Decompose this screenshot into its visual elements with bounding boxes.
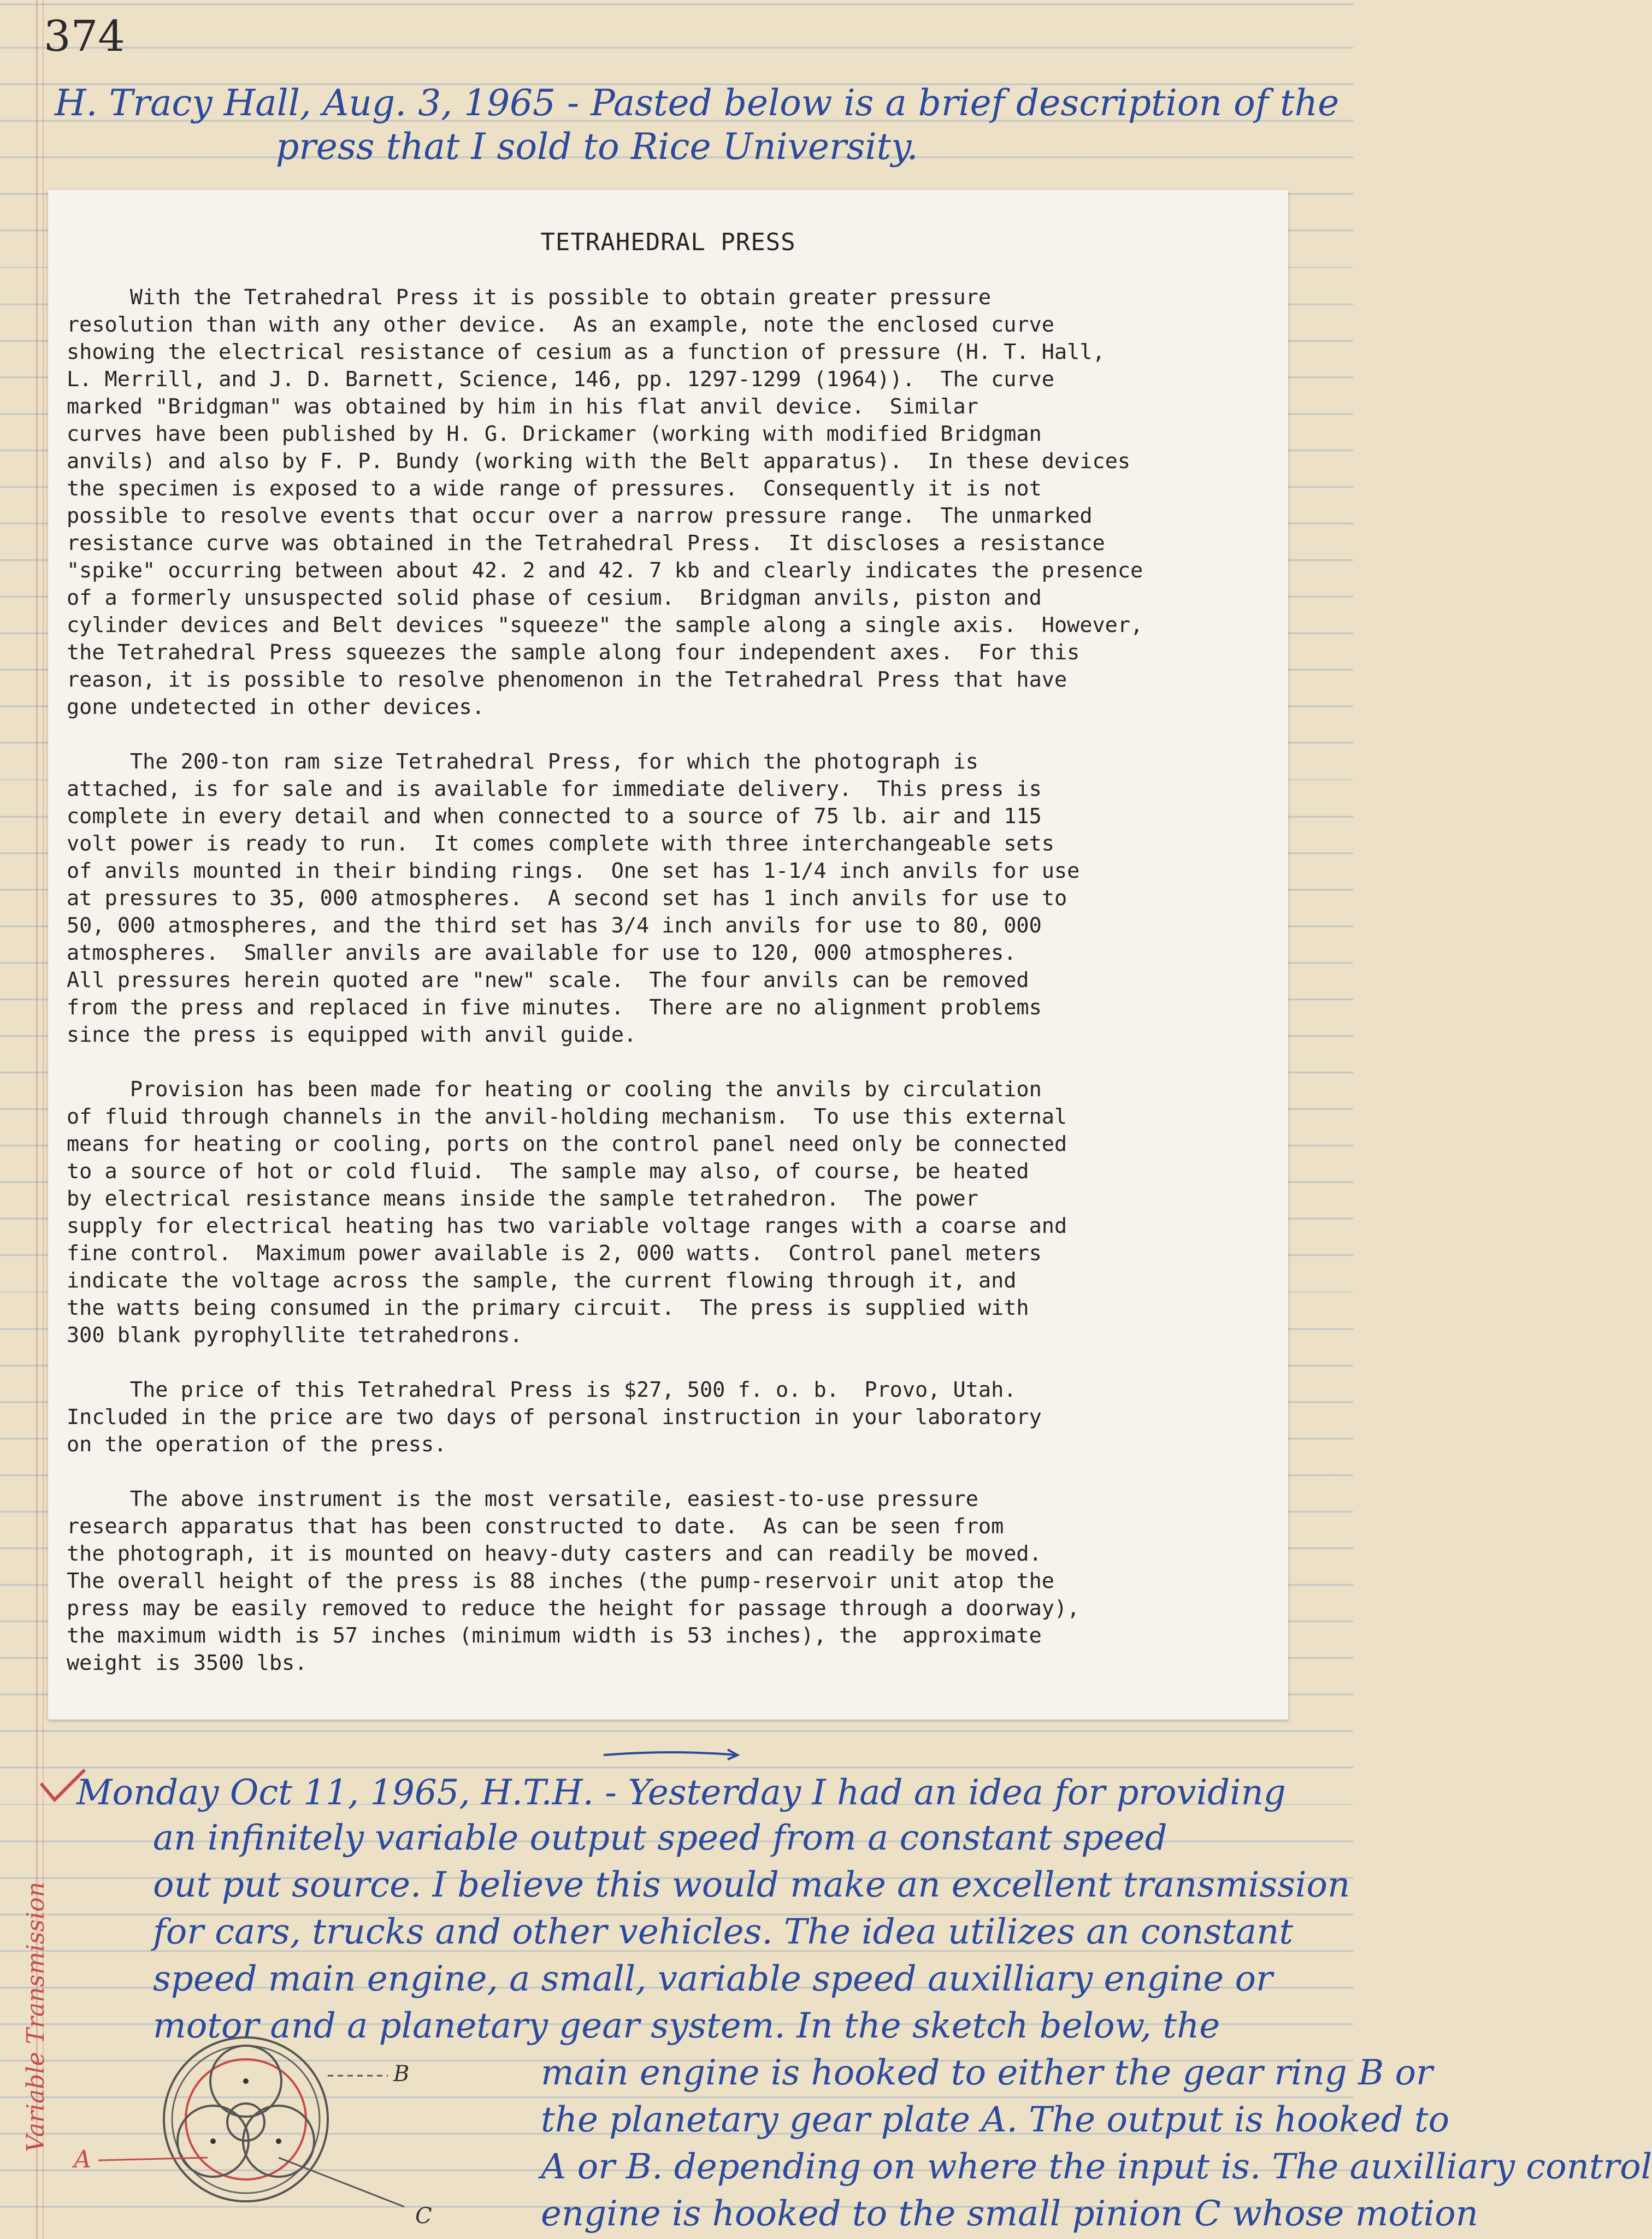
- note-line: speed main engine, a small, variable speed auxilliary engine or: [153, 1959, 1273, 1999]
- note-line: an infinitely variable output speed from a constant speed: [153, 1818, 1167, 1858]
- planet-center-dot: [243, 2078, 249, 2084]
- note-line: the planetary gear plate A. The output is hooked to: [541, 2100, 1450, 2140]
- note-line: motor and a planetary gear system. In the sketch below, the: [153, 2006, 1220, 2046]
- side-note-variable-transmission: Variable Transmission: [22, 1882, 50, 2152]
- red-check-icon: [38, 1767, 87, 1805]
- pasted-document: [48, 190, 1288, 1720]
- paragraph-4: The price of this Tetrahedral Press is $27, 500 f. o. b. Provo, Utah. Included in the price are two days of personal instruction in your laboratory on the operation of the press.: [67, 1378, 1042, 1457]
- note-line: engine is hooked to the small pinion C whose motion: [541, 2194, 1478, 2234]
- label-b: B: [393, 2061, 410, 2087]
- planet-center-dot: [210, 2138, 216, 2144]
- paragraph-2: The 200-ton ram size Tetrahedral Press, for which the photograph is attached, is for sale and is available for immediate delivery. This press is complete in every detail and when connected to a source of 75 lb. air and 115 volt power is ready to run. It comes complete with three interchangeable sets of anvils mounted in their binding rings. One set has 1-1/4 inch anvils for use at pressures to 35, 000 atmospheres. A second set has 1 inch anvils for use to 50, 000 atmospheres, and the third set has 3/4 inch anvils for use to 80, 000 atmospheres. Smaller anvils are available for use to 120, 000 atmospheres. All pressures herein quoted are "new" scale. The four anvils can be removed from the press and replaced in five minutes. There are no alignment problems since the press is equipped with anvil guide.: [67, 749, 1080, 1047]
- paragraph-3: Provision has been made for heating or cooling the anvils by circulation of fluid through channels in the anvil-holding mechanism. To use this external means for heating or cooling, ports on the control panel need only be connected to a source of hot or cold fluid. The sample may also, of course, be heated by electrical resistance means inside the sample tetrahedron. The power supply for electrical heating has two variable voltage ranges with a coarse and fine control. Maximum power available is 2, 000 watts. Control panel meters indicate the voltage across the sample, the current flowing through it, and the watts being consumed in the primary circuit. The press is supplied with 300 blank pyrophyllite tetrahedrons.: [67, 1077, 1067, 1348]
- heading-note-line-2: press that I sold to Rice University.: [276, 126, 918, 168]
- planet-center-dot: [276, 2138, 281, 2144]
- document-body: [67, 284, 1274, 1704]
- arrow-icon: [601, 1745, 743, 1762]
- paragraph-5: The above instrument is the most versatile, easiest-to-use pressure research apparatus that has been constructed to date. As can be seen from the photograph, it is mounted on heavy-duty casters and can readily be moved. The overall height of the press is 88 inches (the pump-reservoir unit atop the press may be easily removed to reduce the height for passage through a doorway), the maximum width is 57 inches (minimum width is 53 inches), the approximate weight is 3500 lbs.: [67, 1487, 1080, 1675]
- note-line: for cars, trucks and other vehicles. The idea utilizes an constant: [153, 1912, 1294, 1952]
- label-c: C: [415, 2203, 432, 2229]
- gear-ring-b: [164, 2037, 328, 2201]
- note-line: A or B. depending on where the input is. The auxilliary control: [541, 2147, 1652, 2187]
- document-title: TETRAHEDRAL PRESS: [540, 228, 796, 256]
- label-a: A: [74, 2146, 91, 2173]
- note-line: out put source. I believe this would make an excellent transmission: [153, 1865, 1350, 1905]
- planetary-gear-sketch: [66, 1994, 459, 2234]
- page-number: 374: [44, 12, 125, 61]
- note-line: main engine is hooked to either the gear ring B or: [541, 2053, 1433, 2093]
- note-line: Monday Oct 11, 1965, H.T.H. - Yesterday I had an idea for providing: [76, 1773, 1286, 1813]
- heading-note-line-1: H. Tracy Hall, Aug. 3, 1965 - Pasted below is a brief description of the: [55, 82, 1340, 124]
- paragraph-1: With the Tetrahedral Press it is possible to obtain greater pressure resolution than with any other device. As an example, note the enclosed curve showing the electrical resistance of cesium as a function of pressure (H. T. Hall, L. Merrill, and J. D. Barnett, Science, 146, pp. 1297-1299 (1964)). The curve marked "Bridgman" was obtained by him in his flat anvil device. Similar curves have been published by H. G. Drickamer (working with modified Bridgman anvils) and also by F. P. Bundy (working with the Belt apparatus). In these devices the specimen is exposed to a wide range of pressures. Consequently it is not possible to resolve events that occur over a narrow pressure range. The unmarked resistance curve was obtained in the Tetrahedral Press. It discloses a resistance "spike" occurring between about 42. 2 and 42. 7 kb and clearly indicates the presence of a formerly unsuspected solid phase of cesium. Bridgman anvils, piston and cylinder devices and Belt devices "squeeze" the sample along a single axis. However, the Tetrahedral Press squeezes the sample along four independent axes. For this reason, it is possible to resolve phenomenon in the Tetrahedral Press that have gone undetected in other devices.: [67, 285, 1143, 719]
- leader-a: [98, 2158, 208, 2160]
- pinion-c: [227, 2104, 264, 2141]
